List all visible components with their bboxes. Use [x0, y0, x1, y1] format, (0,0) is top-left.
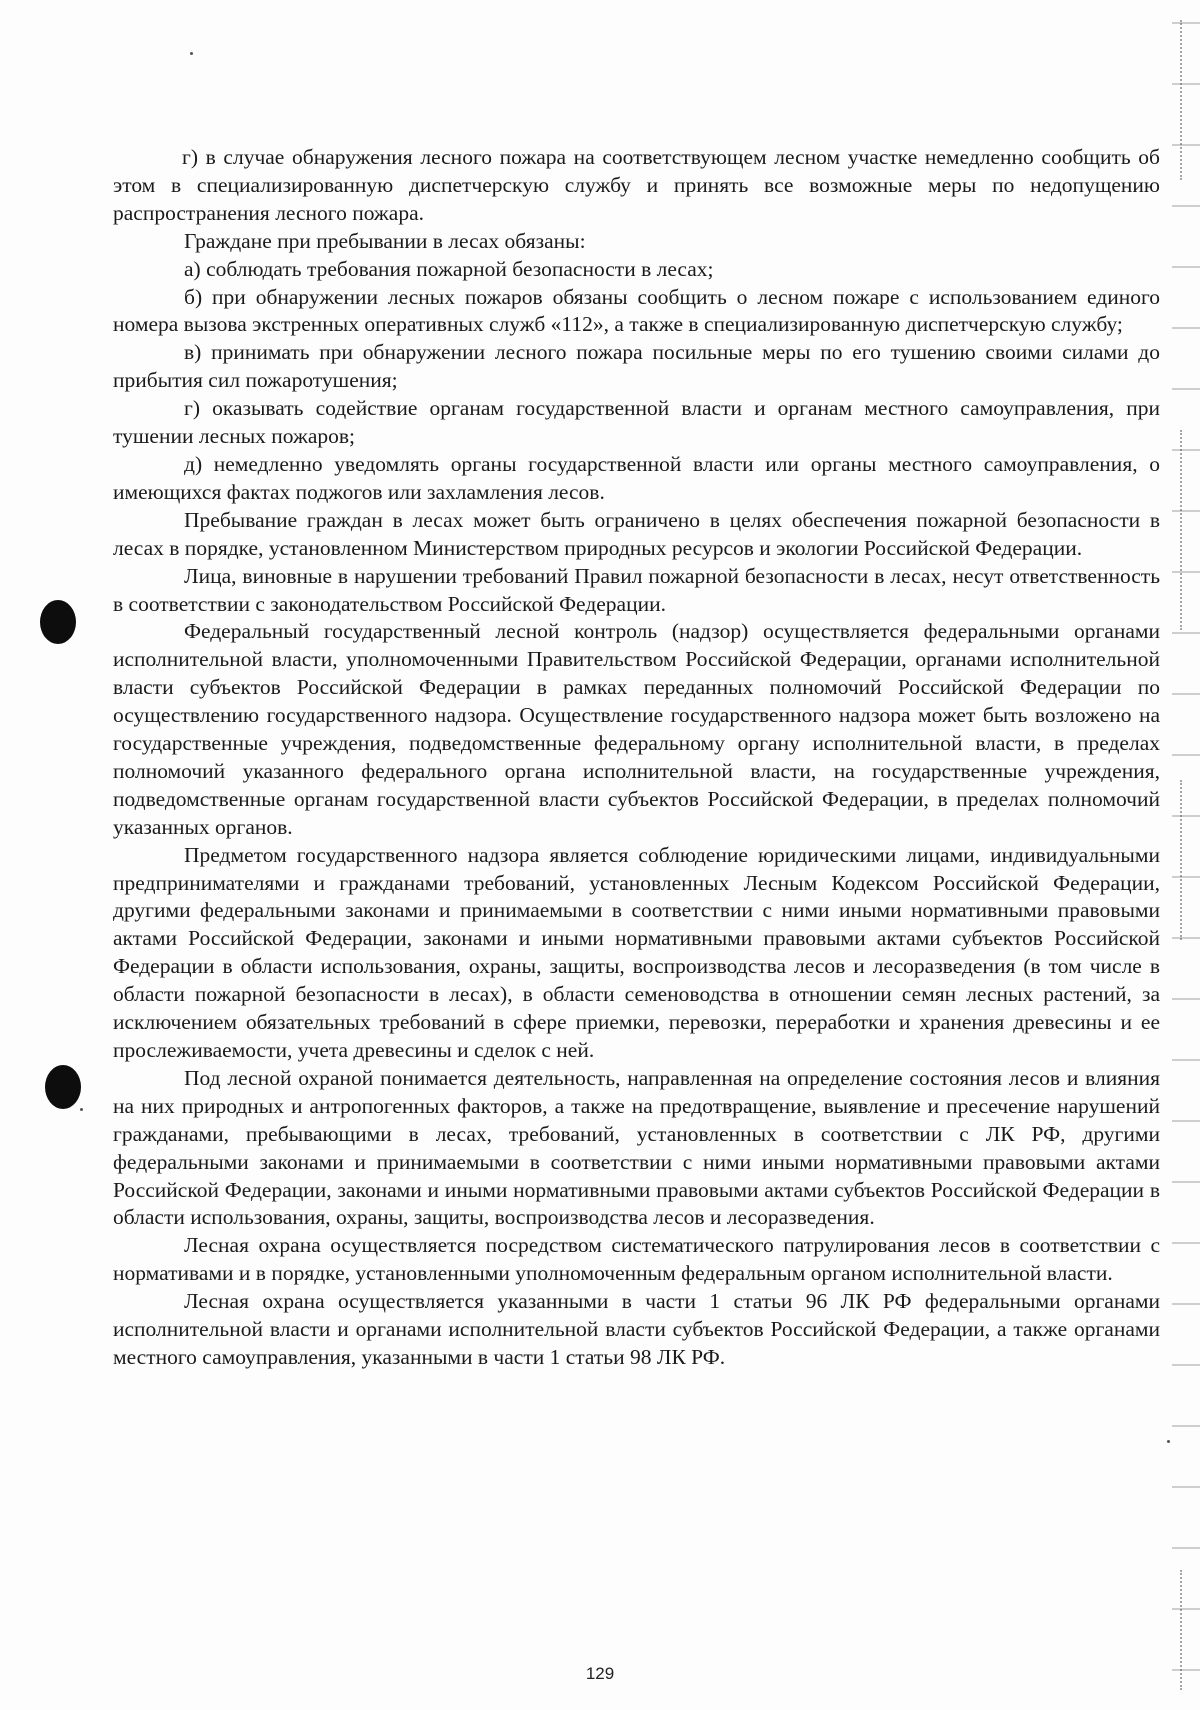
- paragraph: б) при обнаружении лесных пожаров обязаны сообщить о лесном пожаре с использованием единого номера вызова экстренных оперативных служб «112», а также в специализированную диспетчерскую службу;: [113, 284, 1160, 337]
- scan-speck: [80, 1108, 83, 1111]
- punch-hole-mark: [45, 1065, 81, 1109]
- paragraph: д) немедленно уведомлять органы государственной власти или органы местного самоуправления, о имеющихся фактах поджогов или захламления лесов.: [113, 451, 1160, 504]
- page-number: 129: [585, 1664, 615, 1683]
- paragraph: Федеральный государственный лесной контроль (надзор) осуществляется федеральными органами исполнительной власти, уполномоченными Правительством Российской Федерации, органами исполнительной власти субъектов Российской Федерации в рамках переданных полномочий Российской Федерации по осуществлению государственного надзора. Осуществление государственного надзора может быть возложено на государственные учреждения, подведомственные федеральному органу исполнительной власти, в пределах полномочий указанного федерального органа исполнительной власти, на государственные учреждения, подведомственные органам государственной власти субъектов Российской Федерации, в пределах полномочий указанных органов.: [113, 619, 1160, 839]
- paragraph: Лесная охрана осуществляется посредством систематического патрулирования лесов в соответствии с нормативами и в порядке, установленными уполномоченным федеральным органом исполнительной власти.: [113, 1233, 1160, 1286]
- scan-noise: [1180, 780, 1188, 940]
- scan-noise: [1180, 430, 1188, 630]
- scan-noise: [1180, 20, 1188, 180]
- paragraph: г) оказывать содействие органам государственной власти и органам местного самоуправления, при тушении лесных пожаров;: [113, 396, 1160, 449]
- scan-speck: [190, 52, 193, 55]
- paragraph: Под лесной охраной понимается деятельность, направленная на определение состояния лесов и влияния на них природных и антропогенных факторов, а также на предотвращение, выявление и пресечение нарушений гражданами, пребывающими в лесах, требований, установленных в соответствии с ЛК РФ, другими федеральными законами и принимаемыми в соответствии с ними иными нормативными правовыми актами Российской Федерации, законами и иными нормативными правовыми актами субъектов Российской Федерации в области использования, охраны, защиты, воспроизводства лесов и лесоразведения.: [113, 1065, 1160, 1230]
- document-body: [113, 144, 1160, 1372]
- scan-speck: [1167, 1440, 1170, 1443]
- paragraph: г) в случае обнаружения лесного пожара на соответствующем лесном участке немедленно сообщить об этом в специализированную диспетчерскую службу и принять все возможные меры по недопущению распространения лесного пожара.: [113, 145, 1160, 225]
- paragraph: Пребывание граждан в лесах может быть ограничено в целях обеспечения пожарной безопасности в лесах в порядке, установленном Министерством природных ресурсов и экологии Российской Федерации.: [113, 507, 1160, 560]
- paragraph: Граждане при пребывании в лесах обязаны:: [184, 228, 586, 253]
- paragraph: Предметом государственного надзора является соблюдение юридическими лицами, индивидуальными предпринимателями и гражданами требований, установленных Лесным Кодексом Российской Федерации, другими федеральными законами и принимаемыми в соответствии с ними иными нормативными правовыми актами Российской Федерации, законами и иными нормативными правовыми актами субъектов Российской Федерации в области использования, охраны, защиты, воспроизводства лесов и лесоразведения (в том числе в области пожарной безопасности в лесах), в области семеноводства в отношении семян лесных растений, за исключением обязательных требований в сфере приемки, перевозки, переработки и хранения древесины и ее прослеживаемости, учета древесины и сделок с ней.: [113, 842, 1160, 1062]
- scan-noise: [1180, 1570, 1188, 1690]
- paragraph: в) принимать при обнаружении лесного пожара посильные меры по его тушению своими силами до прибытия сил пожаротушения;: [113, 340, 1160, 393]
- paragraph: Лесная охрана осуществляется указанными в части 1 статьи 96 ЛК РФ федеральными органами исполнительной власти и органами исполнительной власти субъектов Российской Федерации, а также органами местного самоуправления, указанными в части 1 статьи 98 ЛК РФ.: [113, 1289, 1160, 1369]
- punch-hole-mark: [40, 600, 76, 644]
- paragraph: а) соблюдать требования пожарной безопасности в лесах;: [184, 256, 714, 281]
- paragraph: Лица, виновные в нарушении требований Правил пожарной безопасности в лесах, несут ответственность в соответствии с законодательством Российской Федерации.: [113, 563, 1160, 616]
